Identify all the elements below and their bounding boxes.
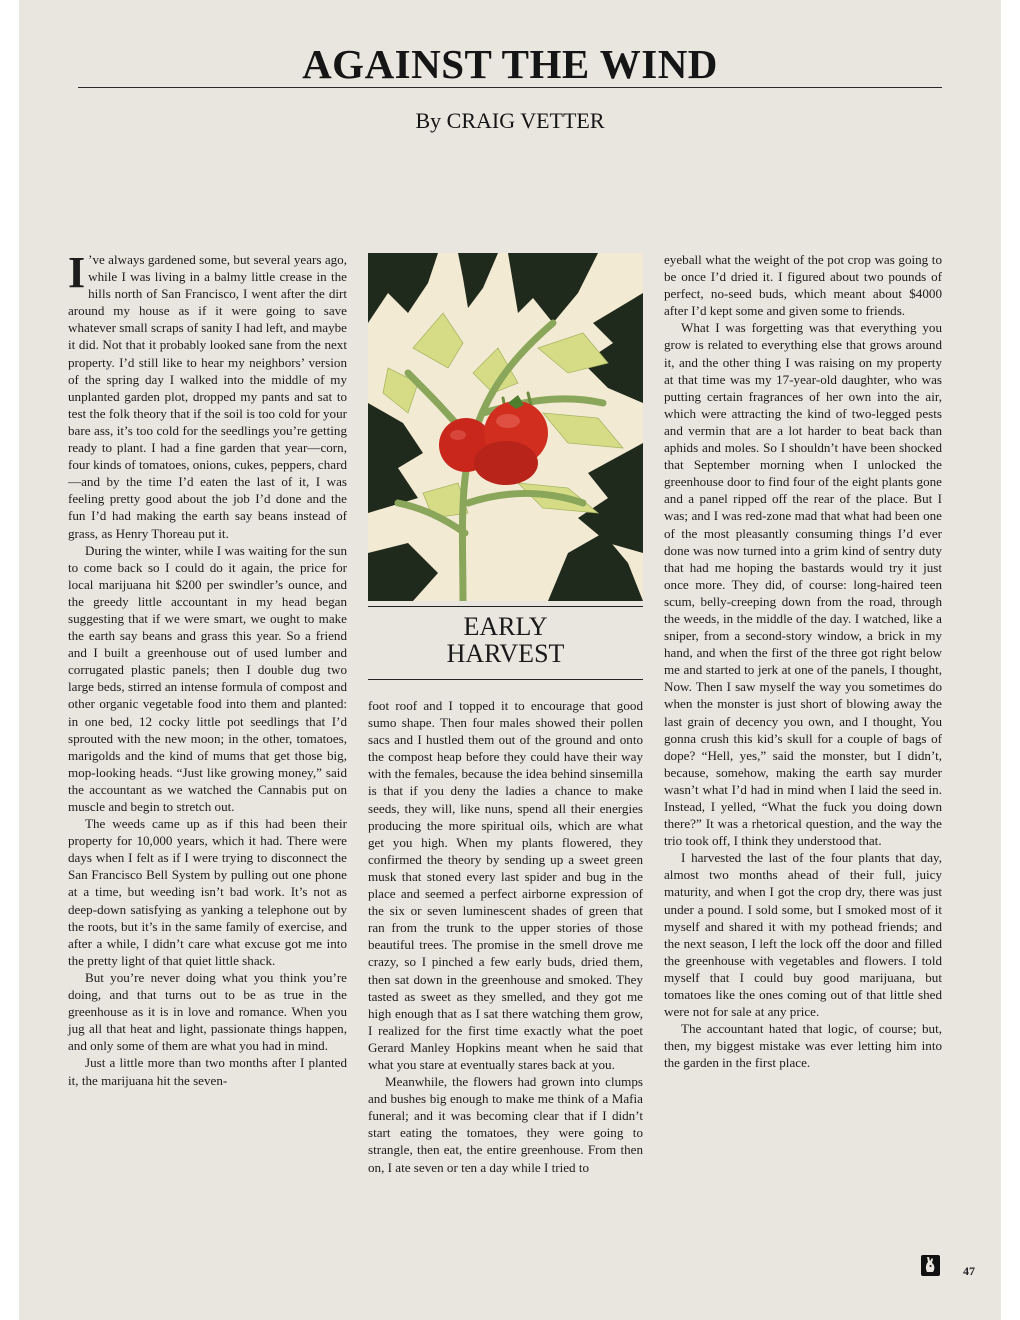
section-heading-line: HARVEST — [446, 639, 565, 668]
paragraph: But you’re never doing what you think you’re doing, and that turns out to be as true in the greenhouse as it is in love and romance. When you jug all that heat and light, passionate things happen, and only some of them are what you had in mind. — [68, 969, 347, 1054]
article-column-2 — [368, 697, 643, 1176]
heading-rule-bottom — [368, 679, 643, 680]
paragraph: I ’ve always gardened some, but several years ago, while I was living in a balmy little crease in the hills north of San Francisco, I went after the dirt around my house as if it were going to save whatever small scraps of sanity I had left, and maybe it did. Not that it probably looked sane from the next property. I’d still like to hear my neighbors’ version of the spring day I walked into the middle of my unplanted garden plot, dropped my pants and sat to test the folk theory that if the soil is too cold for your bare ass, it’s too cold for the seedlings you’re getting ready to plant. I had a fine garden that year—corn, four kinds of tomatoes, onions, cukes, peppers, chard—and by the time I’d eaten the last of it, I was feeling pretty good about the job I’d done and the fun I’d had making the earth say beans instead of grass, as Henry Thoreau put it. — [68, 248, 347, 541]
paragraph: Just a little more than two months after I planted it, the marijuana hit the seven- — [68, 1055, 347, 1088]
paragraph: I harvested the last of the four plants that day, almost two months ahead of their full, juicy maturity, and when I got the crop dry, there was just under a pound. I sold some, but I smoked most of it myself and shared it with my pothead friends; and the next season, I left the lock off the door and filled the greenhouse with vegetables and flowers. I told myself that I could buy good marijuana, but tomatoes like the ones coming out of that little shed were not for sale at any price. — [664, 850, 942, 1020]
drop-cap: I — [68, 248, 86, 297]
title-divider — [78, 87, 942, 88]
section-heading — [368, 613, 643, 667]
paragraph: eyeball what the weight of the pot crop was going to be once I’d dried it. I figured about two pounds of perfect, no-seed buds, which meant about $4000 after I’d kept some and given some to friends. — [664, 252, 942, 319]
rabbit-head-icon — [921, 1255, 940, 1276]
paragraph: What I was forgetting was that everything you grow is related to everything else that grows around it, and the other thing I was raising on my property at that time was my 17-year-old daughter, who was putting certain fragrances of her own into the air, which were attracting the kind of two-legged pests and vermin that are a lot harder to beat back than aphids and moles. So I shouldn’t have been shocked that September morning when I unlocked the greenhouse door to find four of the eight plants gone and a panel ripped off the rear of the place. But I was; and I was red-zone mad that what had been one of the most pleasantly consuming things I’d ever done was now turned into a grim kind of sentry duty that had me hoping the bastards would try it just once more. They did, of course: long-haired teen scum, belly-creeping down from the road, through the weeds, in the middle of the day. I watched, like a sniper, from a second-story window, a brick in my hand, and when the first of the three got right below me and started to jerk at one of the panels, I thought, Now. Then I saw myself the way you sometimes do when the monster is just short of blowing away the last grain of decency you own, and I thought, You gonna crush this kid’s skull for a couple of bags of dope? “Hell, yes,” said the monster, but I didn’t, because, somehow, making the earth say murder wasn’t what I’d had in mind when I laid the seed in. Instead, I yelled, “What the fuck you doing down there?” It was a rhetorical question, and the way the trio took off, I think they understood that. — [664, 320, 942, 849]
paragraph: During the winter, while I was waiting for the sun to come back so I could do it again, the price for local marijuana hit $200 per swindler’s ounce, and the greedy little accountant in my head began suggesting that if we were smart, we ought to make the earth say beans and grass this year. So a friend and I built a greenhouse out of used lumber and corrugated plastic panels; then I double dug two large beds, stirred an intense formula of compost and other organic vegetable food into them and planted: in one bed, 12 cocky little pot seedlings that I’d sprouted with the new moon; in the other, tomatoes, marigolds and the kind of mums that get those big, mop-looking heads. “Just like growing money,” said the accountant as we watched the Cannabis put on muscle and begin to stretch out. — [68, 542, 347, 814]
article-title: AGAINST THE WIND — [302, 41, 718, 87]
article-column-1 — [68, 248, 347, 1089]
paragraph: foot roof and I topped it to encourage that good sumo shape. Then four males showed their pollen sacs and I hustled them out of the ground and onto the compost heap before they could have their way with the females, because the idea behind sinsemilla is that if you deny the ladies a chance to make seeds, they will, like nuns, spend all their energies producing the more spiritual oils, which are what get you high. When my plants flowered, they confirmed the theory by sending up a sweet green musk that stoned every last spider and bug in the place and seemed a perfect airborne expression of the six or seven luminescent shades of green that ran from the trunk to the upper stories of those beautiful trees. The promise in the smell drove me crazy, so I pinched a few early buds, dried them, then sat down in the greenhouse and smoked. They tasted as sweet as they smelled, and they got me high enough that as I sat there watching them grow, I realized for the first time exactly what the poet Gerard Manley Hopkins meant when he said that what you stare at eventually stares back at you. — [368, 698, 643, 1072]
byline: By CRAIG VETTER — [415, 108, 605, 133]
tomato-plant-illustration — [368, 253, 643, 601]
article-column-3 — [664, 251, 942, 1072]
page-number: 47 — [963, 1264, 975, 1278]
paragraph: The weeds came up as if this had been their property for 10,000 years, which it had. There were days when I felt as if I were trying to disconnect the San Francisco Bell System by pulling out one phone at a time, but weeding isn’t bad work. It’s not as deep-down satisfying as yanking a telephone out by the roots, but it’s in the same family of exercise, and after a while, I didn’t care what excuse got me into the pretty light of that quiet little shack. — [68, 816, 347, 968]
section-heading-line: EARLY — [463, 612, 548, 641]
heading-rule-top — [368, 606, 643, 607]
paragraph: Meanwhile, the flowers had grown into clumps and bushes big enough to make me think of a Mafia funeral; and it was becoming clear that if I didn’t start eating the tomatoes, they were going to strangle, then eat, the entire greenhouse. From then on, I ate seven or ten a day while I tried to — [368, 1074, 643, 1175]
paragraph: The accountant hated that logic, of course; but, then, my biggest mistake was ever letting him into the garden in the first place. — [664, 1021, 942, 1071]
